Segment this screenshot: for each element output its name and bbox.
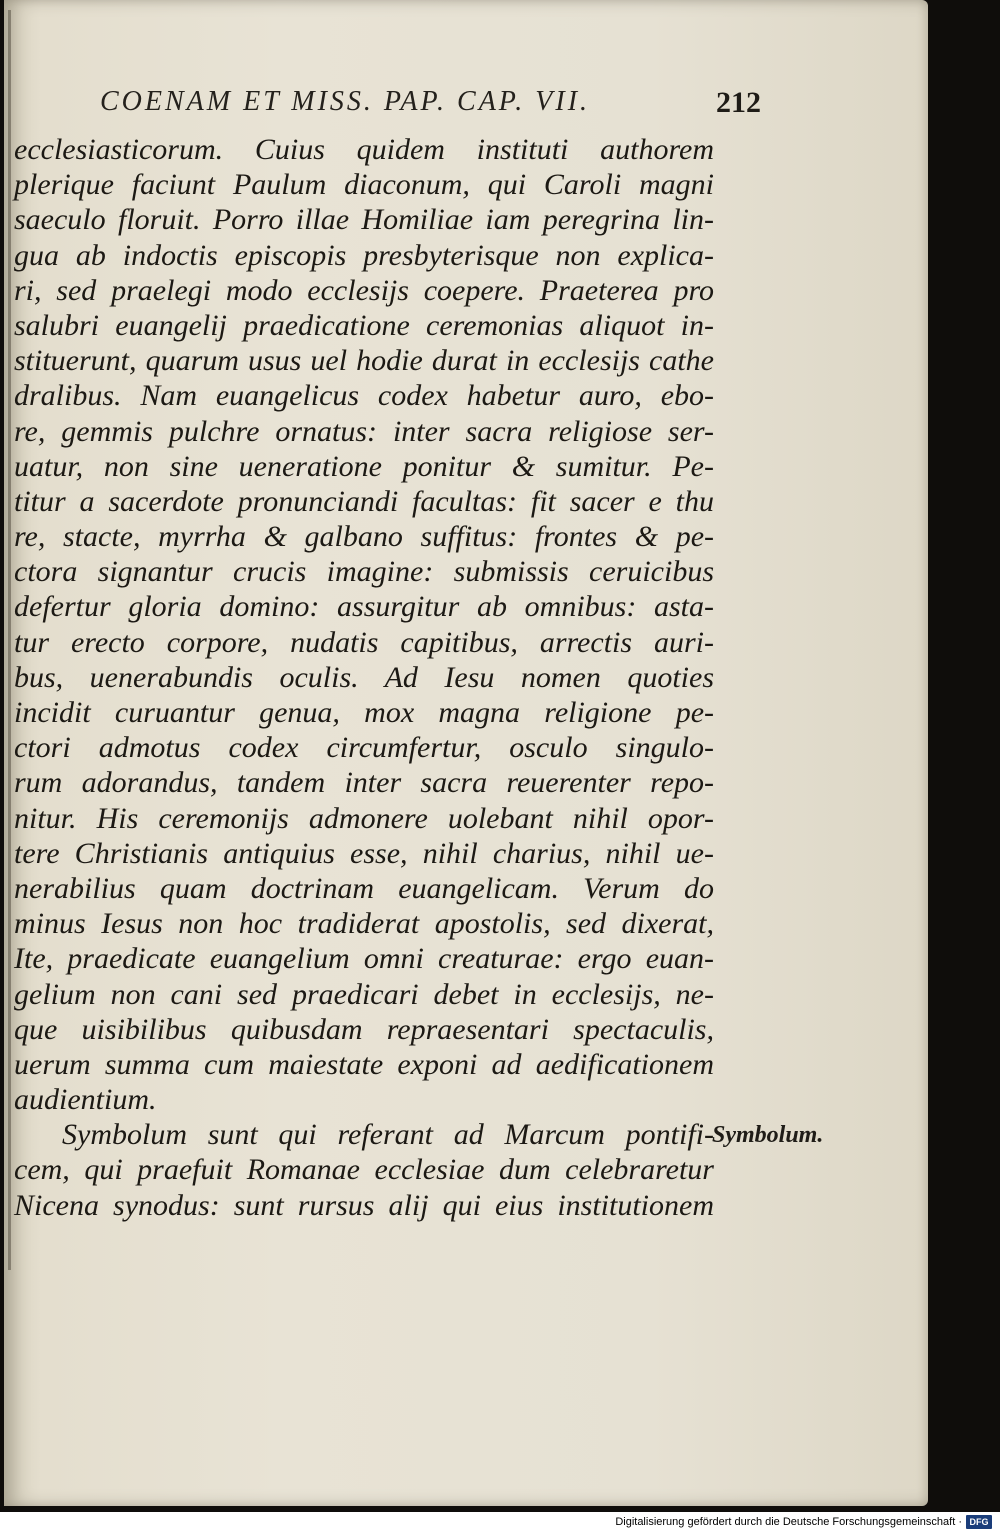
text-line: ecclesiasticorum. Cuius quidem instituti authorem [14, 133, 714, 166]
text-line: rum adorandus, tandem inter sacra reuerenter repo- [14, 766, 714, 800]
text-line: saeculo floruit. Porro illae Homiliae iam peregrina lin- [14, 203, 714, 237]
text-line: bus, uenerabundis oculis. Ad Iesu nomen quoties [14, 660, 714, 694]
text-line: uatur, non sine ueneratione ponitur & sumitur. Pe- [14, 449, 714, 483]
text-line: Nicena synodus: sunt rursus alij qui eius institutionem [14, 1188, 714, 1222]
text-line: ctora signantur crucis imagine: submissis ceruicibus [14, 555, 714, 589]
text-line: salubri euangelij praedicatione ceremonias aliquot in- [14, 308, 714, 342]
text-line: ri, sed praelegi modo ecclesijs coepere. Praeterea pro [14, 273, 714, 307]
text-line: stituerunt, quarum usus uel hodie durat in ecclesijs cathe [14, 344, 714, 378]
text-line: tur erecto corpore, nudatis capitibus, arrectis auri- [14, 625, 714, 659]
page-number: 212 [716, 86, 761, 119]
text-line: re, stacte, myrrha & galbano suffitus: frontes & pe- [14, 520, 714, 554]
text-line: nerabilius quam doctrinam euangelicam. Verum do [14, 871, 714, 905]
text-line: dralibus. Nam euangelicus codex habetur auro, ebo- [14, 379, 714, 413]
text-line: plerique faciunt Paulum diaconum, qui Caroli magni [14, 168, 714, 202]
text-line: cem, qui praefuit Romanae ecclesiae dum celebraretur [14, 1153, 714, 1187]
text-line: incidit curuantur genua, mox magna religione pe- [14, 696, 714, 729]
text-line: re, gemmis pulchre ornatus: inter sacra religiose ser- [14, 414, 714, 448]
marginal-note: Symbolum. [712, 1122, 824, 1148]
text-line: audientium. [14, 1083, 157, 1117]
text-line: tere Christianis antiquius esse, nihil charius, nihil ue- [14, 836, 714, 870]
text-line: defertur gloria domino: assurgitur ab omnibus: asta- [14, 590, 714, 624]
text-line: nitur. His ceremonijs admonere uolebant nihil opor- [14, 801, 714, 835]
footer-credit: Digitalisierung gefördert durch die Deutsche Forschungsgemeinschaft · [615, 1516, 962, 1528]
text-line: que uisibilibus quibusdam repraesentari spectaculis, [14, 1012, 714, 1046]
running-head: COENAM ET MISS. PAP. CAP. VII. [100, 86, 591, 117]
body-text [14, 132, 714, 1223]
text-line: gua ab indoctis episcopis presbyterisque non explica- [14, 238, 714, 272]
text-line: uerum summa cum maiestate exponi ad aedificationem [14, 1047, 714, 1081]
text-line: minus Iesus non hoc tradiderat apostolis, sed dixerat, [14, 907, 714, 941]
text-line: titur a sacerdote pronunciandi facultas: fit sacer e thu [14, 484, 714, 518]
text-line: ctori admotus codex circumfertur, osculo singulo- [14, 731, 714, 765]
text-line: Symbolum sunt qui referant ad Marcum pontifi- [62, 1118, 714, 1152]
text-line: Ite, praedicate euangelium omni creaturae: ergo euan- [14, 942, 714, 976]
dfg-logo-icon: DFG [966, 1515, 992, 1529]
page-gutter [8, 10, 11, 1270]
book-page [4, 0, 928, 1506]
text-line: gelium non cani sed praedicari debet in ecclesijs, ne- [14, 977, 714, 1011]
